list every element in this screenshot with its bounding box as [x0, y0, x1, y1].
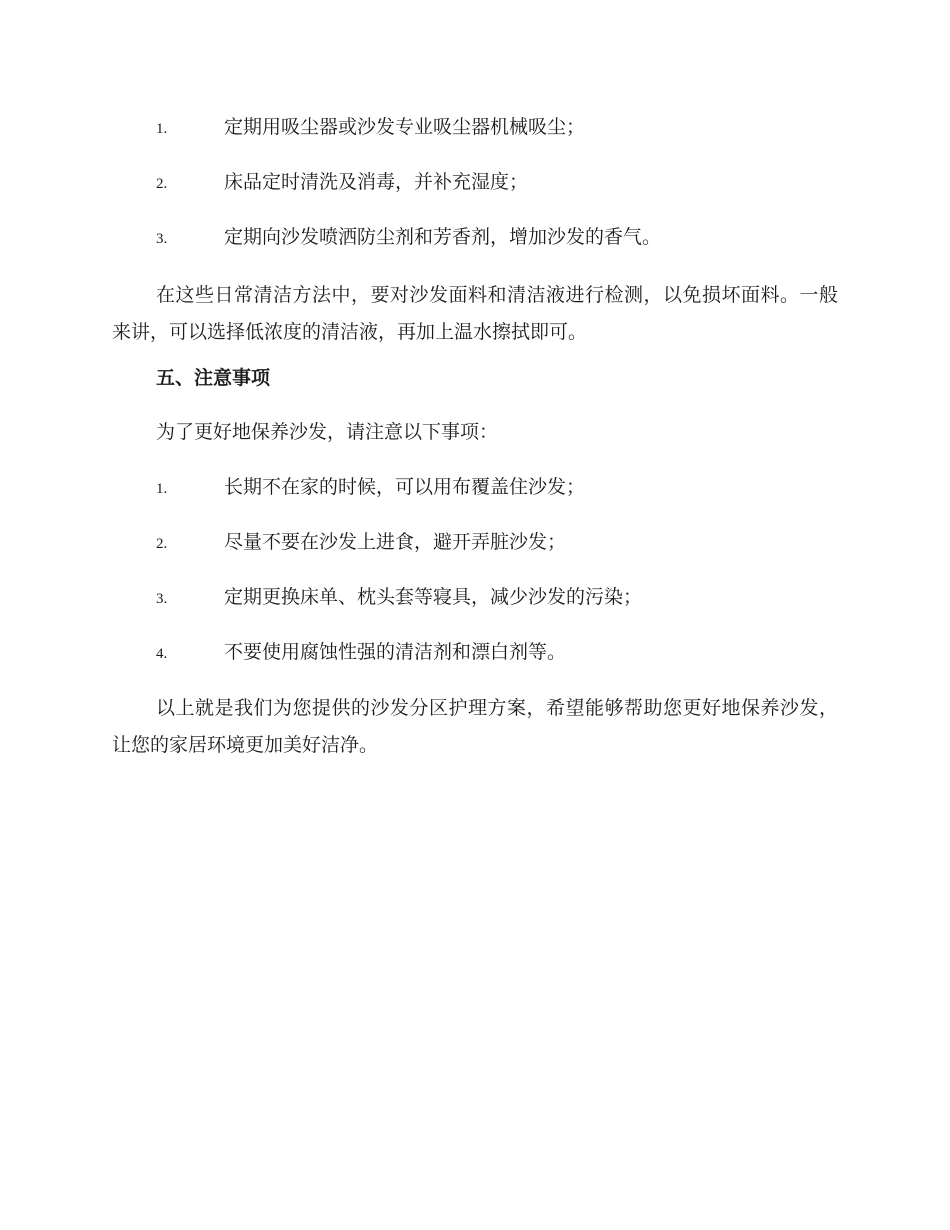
list-item-number: 2. — [156, 536, 168, 552]
list-item-number: 4. — [156, 646, 168, 662]
list-item-number: 1. — [156, 481, 168, 497]
closing-paragraph: 以上就是我们为您提供的沙发分区护理方案，希望能够帮助您更好地保养沙发，让您的家居环境更加美好洁净。 — [112, 697, 838, 756]
list-item — [112, 580, 838, 635]
list-item-text: 定期向沙发喷洒防尘剂和芳香剂，增加沙发的香气。 — [224, 226, 662, 248]
section-heading: 五、注意事项 — [156, 367, 271, 389]
list-item-number: 2. — [156, 176, 168, 192]
list-item — [112, 470, 838, 525]
precautions-list — [112, 470, 838, 690]
list-item-text: 床品定时清洗及消毒，并补充湿度； — [224, 171, 529, 193]
section-heading-wrap — [112, 361, 838, 415]
list-item-text: 长期不在家的时候，可以用布覆盖住沙发； — [224, 476, 586, 498]
list-item-number: 3. — [156, 231, 168, 247]
list-item-text: 定期更换床单、枕头套等寝具，减少沙发的污染； — [224, 586, 643, 608]
list-item — [112, 220, 838, 275]
list-item — [112, 110, 838, 165]
list-item — [112, 635, 838, 690]
list-item-text: 不要使用腐蚀性强的清洁剂和漂白剂等。 — [224, 641, 567, 663]
list-item-text: 尽量不要在沙发上进食，避开弄脏沙发； — [224, 531, 567, 553]
cleaning-methods-list — [112, 110, 838, 275]
document-body — [112, 110, 838, 764]
list-item-number: 1. — [156, 121, 168, 137]
list-item-number: 3. — [156, 591, 168, 607]
list-item — [112, 165, 838, 220]
list-item-text: 定期用吸尘器或沙发专业吸尘器机械吸尘； — [224, 116, 586, 138]
cleaning-note-paragraph: 在这些日常清洁方法中，要对沙发面料和清洁液进行检测，以免损坏面料。一般来讲，可以选择低浓度的清洁液，再加上温水擦拭即可。 — [112, 284, 838, 343]
list-item — [112, 525, 838, 580]
section-intro: 为了更好地保养沙发，请注意以下事项： — [156, 421, 499, 443]
